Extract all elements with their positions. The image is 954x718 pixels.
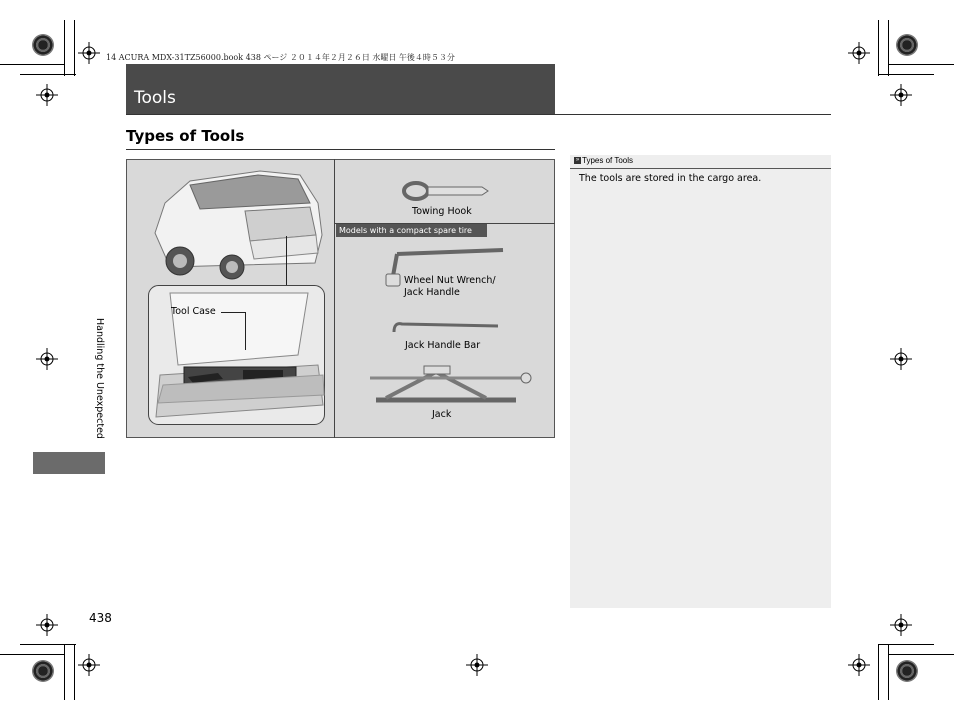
jack-handle-bar-label: Jack Handle Bar <box>405 340 481 351</box>
wrench-label-line1: Wheel Nut Wrench/ <box>404 275 496 286</box>
chapter-title-bar <box>126 64 555 114</box>
print-header: 14 ACURA MDX-31TZ56000.book 438 ページ ２０１４年２月２６日 水曜日 午後４時５３分 <box>106 53 455 62</box>
registration-mark-icon <box>848 654 870 676</box>
note-heading <box>574 156 633 165</box>
models-tag: Models with a compact spare tire <box>336 224 487 237</box>
registration-mark-icon <box>36 348 58 370</box>
tool-case-leader <box>245 312 246 350</box>
note-body: The tools are stored in the cargo area. <box>579 173 762 184</box>
registration-mark-icon <box>466 654 488 676</box>
tool-case-label: Tool Case <box>171 306 216 317</box>
registration-mark-icon <box>890 84 912 106</box>
page-number: 438 <box>89 611 112 625</box>
reference-arrow-icon: » <box>575 157 580 164</box>
color-target-icon <box>32 660 54 682</box>
note-heading-text: Types of Tools <box>582 156 633 165</box>
wrench-label-line2: Jack Handle <box>404 287 460 298</box>
callout-line <box>286 236 287 286</box>
figure-divider <box>334 159 335 438</box>
towing-hook-icon <box>402 177 492 205</box>
registration-mark-icon <box>78 42 100 64</box>
registration-mark-icon <box>848 42 870 64</box>
chapter-side-tab <box>33 452 105 474</box>
color-target-icon <box>32 34 54 56</box>
jack-icon <box>366 364 534 406</box>
title-divider <box>126 114 831 115</box>
tool-case-leader <box>221 312 246 313</box>
registration-mark-icon <box>36 614 58 636</box>
section-heading: Types of Tools <box>126 127 245 145</box>
chapter-side-label: Handling the Unexpected <box>94 318 105 439</box>
color-target-icon <box>896 660 918 682</box>
color-target-icon <box>896 34 918 56</box>
chapter-title: Tools <box>134 88 176 108</box>
jack-handle-bar-icon <box>390 318 502 338</box>
registration-mark-icon <box>36 84 58 106</box>
towing-hook-label: Towing Hook <box>412 206 472 217</box>
note-box <box>570 155 831 608</box>
jack-label: Jack <box>432 409 452 420</box>
heading-divider <box>126 149 555 150</box>
registration-mark-icon <box>890 614 912 636</box>
registration-mark-icon <box>78 654 100 676</box>
registration-mark-icon <box>890 348 912 370</box>
suv-rear-illustration <box>150 163 330 281</box>
